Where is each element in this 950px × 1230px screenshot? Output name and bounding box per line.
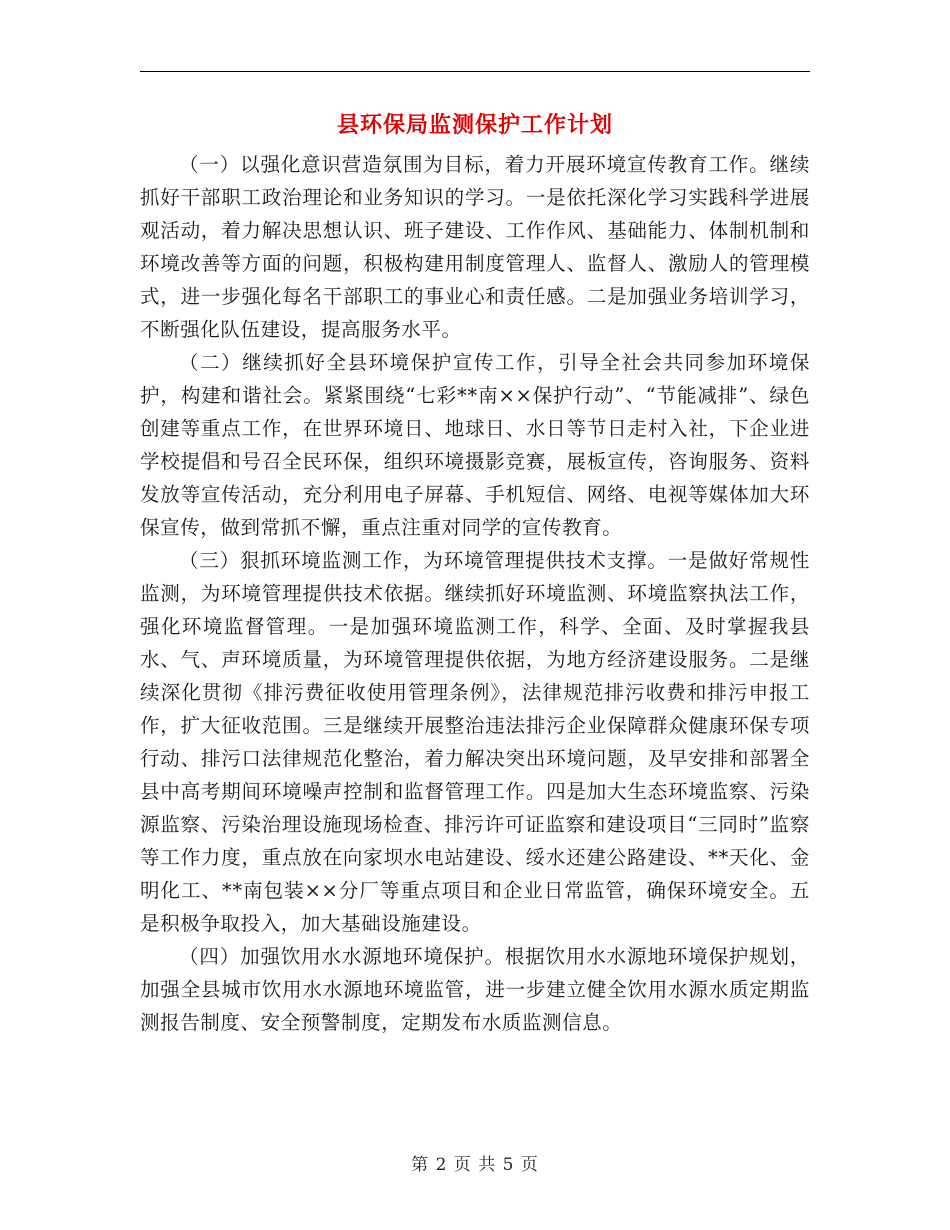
header-rule [140, 71, 810, 72]
paragraph-3: （三）狠抓环境监测工作，为环境管理提供技术支撑。一是做好常规性监测，为环境管理提供技术依据。继续抓好环境监测、环境监察执法工作，强化环境监督管理。一是加强环境监测工作，科学、全面、及时掌握我县水、气、声环境质量，为环境管理提供依据，为地方经济建设服务。二是继续深化贯彻《排污费征收使用管理条例》，法律规范排污收费和排污申报工作，扩大征收范围。三是继续开展整治违法排污企业保障群众健康环保专项行动、排污口法律规范化整治，着力解决突出环境问题，及早安排和部署全县中高考期间环境噪声控制和监督管理工作。四是加大生态环境监察、污染源监察、污染治理设施现场检查、排污许可证监察和建设项目“三同时”监察等工作力度，重点放在向家坝水电站建设、绥水还建公路建设、**天化、金明化工、**南包装××分厂等重点项目和企业日常监管，确保环境安全。五是积极争取投入，加大基础设施建设。 [140, 549, 810, 935]
paragraph-1: （一）以强化意识营造氛围为目标，着力开展环境宣传教育工作。继续抓好干部职工政治理论和业务知识的学习。一是依托深化学习实践科学进展观活动，着力解决思想认识、班子建设、工作作风、基础能力、体制机制和环境改善等方面的问题，积极构建用制度管理人、监督人、激励人的管理模式，进一步强化每名干部职工的事业心和责任感。二是加强业务培训学习，不断强化队伍建设，提高服务水平。 [140, 153, 810, 341]
document-title: 县环保局监测保护工作计划 [336, 112, 613, 138]
paragraph-2: （二）继续抓好全县环境保护宣传工作，引导全社会共同参加环境保护，构建和谐社会。紧紧围绕“七彩**南××保护行动”、“节能减排”、绿色创建等重点工作，在世界环境日、地球日、水日等节日走村入社，下企业进学校提倡和号召全民环保，组织环境摄影竞赛，展板宣传，咨询服务、资料发放等宣传活动，充分利用电子屏幕、手机短信、网络、电视等媒体加大环保宣传，做到常抓不懈，重点注重对同学的宣传教育。 [140, 351, 810, 539]
paragraph-4: （四）加强饮用水水源地环境保护。根据饮用水水源地环境保护规划，加强全县城市饮用水水源地环境监管，进一步建立健全饮用水源水质定期监测报告制度、安全预警制度，定期发布水质监测信息。 [140, 945, 810, 1034]
document-body [140, 148, 810, 1039]
page-number-footer: 第 2 页 共 5 页 [411, 1155, 539, 1175]
